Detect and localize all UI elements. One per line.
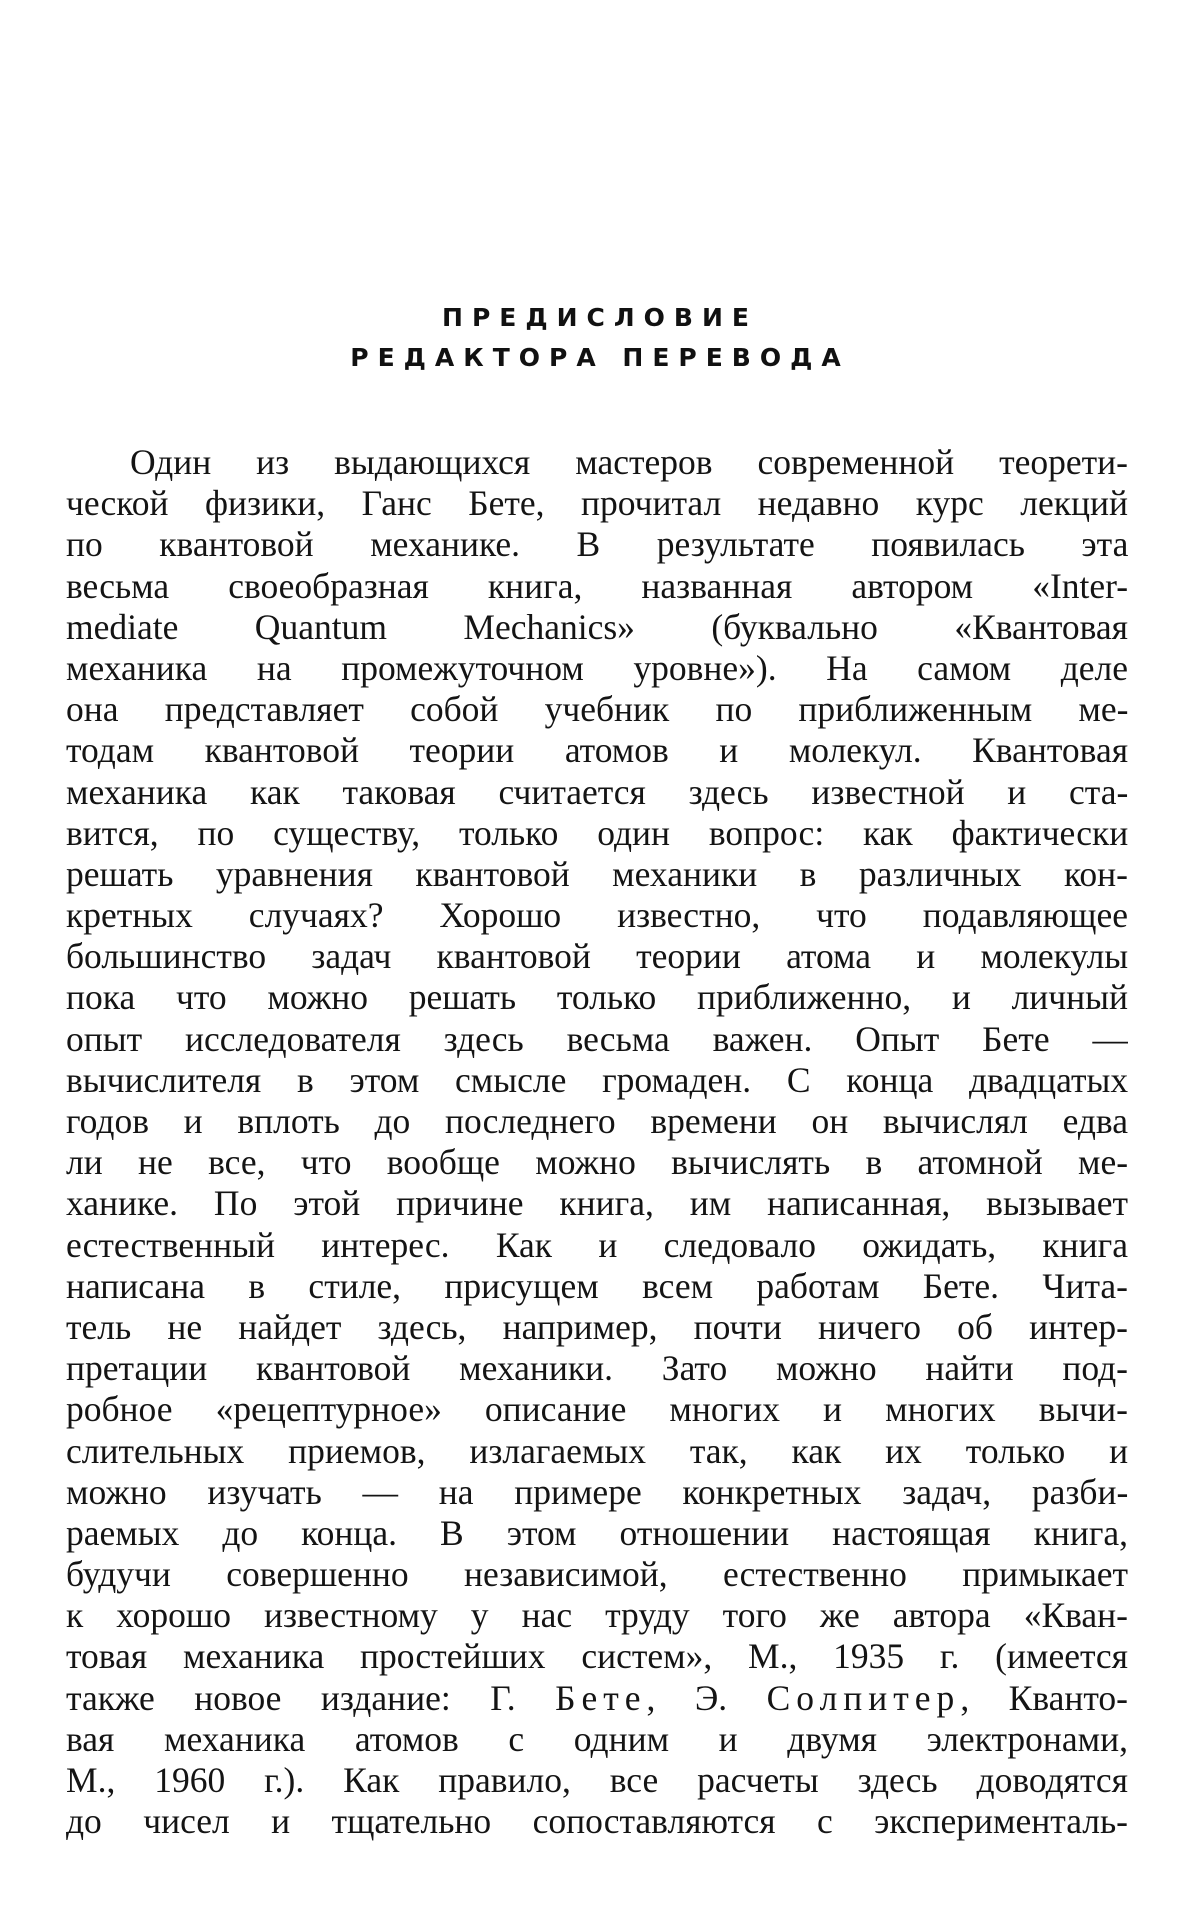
text-fragment: также новое издание: Г. [66, 1677, 556, 1718]
text-line: по квантовой механике. В результате появилась эта [66, 524, 1128, 565]
text-line-with-authors [66, 1678, 1128, 1719]
author-name-bethe: Бете [555, 1677, 647, 1718]
text-line: написана в стиле, присущем всем работам Бете. Чита- [66, 1265, 1128, 1306]
text-line: большинство задач квантовой теории атома и молекулы [66, 936, 1128, 977]
text-line: можно изучать — на примере конкретных задач, разби- [66, 1471, 1128, 1512]
page-title: ПРЕДИСЛОВИЕ [442, 303, 758, 332]
text-line: вычислителя в этом смысле громаден. С конца двадцатых [66, 1059, 1128, 1100]
text-line: механика на промежуточном уровне»). На самом деле [66, 647, 1128, 688]
text-line: слительных приемов, излагаемых так, как их только и [66, 1430, 1128, 1471]
text-line: к хорошо известному у нас труду того же автора «Кван- [66, 1595, 1128, 1636]
text-line: кретных случаях? Хорошо известно, что подавляющее [66, 895, 1128, 936]
text-line: она представляет собой учебник по приближенным ме- [66, 689, 1128, 730]
text-line: Один из выдающихся мастеров современной теорети- [130, 442, 1128, 482]
text-line: естественный интерес. Как и следовало ожидать, книга [66, 1224, 1128, 1265]
text-line: раемых до конца. В этом отношении настоящая книга, [66, 1512, 1128, 1553]
page-subtitle: РЕДАКТОРА ПЕРЕВОДА [350, 343, 850, 372]
text-line: решать уравнения квантовой механики в различных кон- [66, 853, 1128, 894]
preface-paragraph [66, 442, 1128, 1842]
text-line: тель не найдет здесь, например, почти ничего об интер- [66, 1306, 1128, 1347]
text-line: механика как таковая считается здесь известной и ста- [66, 771, 1128, 812]
text-line: М., 1960 г.). Как правило, все расчеты здесь доводятся [66, 1760, 1128, 1800]
text-line: опыт исследователя здесь весьма важен. Опыт Бете — [66, 1018, 1128, 1059]
text-line: пока что можно решать только приближенно, и личный [66, 977, 1128, 1018]
text-line: товая механика простейших систем», М., 1935 г. (имеется [66, 1636, 1128, 1677]
text-line: вится, по существу, только один вопрос: как фактически [66, 812, 1128, 853]
text-line: до чисел и тщательно сопоставляются с эксперименталь- [66, 1801, 1128, 1842]
text-line: весьма своеобразная книга, названная автором «Inter- [66, 565, 1128, 606]
text-line: ческой физики, Ганс Бете, прочитал недавно курс лекций [66, 483, 1128, 524]
text-line: mediate Quantum Mechanics» (буквально «Квантовая [66, 606, 1128, 647]
author-name-salpeter: Солпитер [766, 1677, 961, 1718]
text-line: претации квантовой механики. Зато можно найти под- [66, 1348, 1128, 1389]
text-line: вая механика атомов с одним и двумя электронами, [66, 1718, 1128, 1759]
text-line: ханике. По этой причине книга, им написанная, вызывает [66, 1183, 1128, 1224]
text-line: ли не все, что вообще можно вычислять в атомной ме- [66, 1142, 1128, 1183]
text-fragment: , Кванто- [960, 1677, 1128, 1718]
text-line: робное «рецептурное» описание многих и многих вычи- [66, 1389, 1128, 1430]
text-line: будучи совершенно независимой, естественно примыкает [66, 1554, 1128, 1595]
text-line: годов и вплоть до последнего времени он вычислял едва [66, 1101, 1128, 1141]
text-fragment: , Э. [646, 1677, 767, 1718]
text-line: тодам квантовой теории атомов и молекул. Квантовая [66, 730, 1128, 771]
